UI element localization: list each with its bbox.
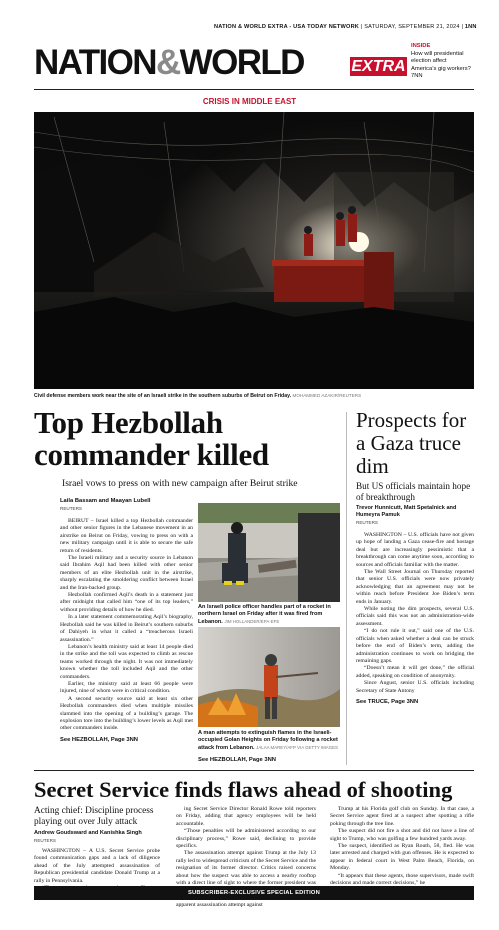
story3-headline[interactable]: Secret Service finds flaws ahead of shooting — [34, 777, 453, 802]
paragraph: apparent assassination attempt against — [176, 902, 263, 909]
lead-photo — [34, 112, 474, 389]
story2-byline: Trevor Hunnicutt, Matt Spetalnick and Humeyra Pamuk REUTERS — [356, 505, 457, 525]
paragraph: ing Secret Service Director Ronald Rowe told reporters on Friday, adding that agency employees will be held accountable. — [176, 806, 316, 827]
header-rule — [34, 89, 474, 90]
paragraph: In a later statement commemorating Aqil’s biography, Hezbollah said he was killed in Beirut’s southern suburbs of Dahiyeh in what it called a “treacherous Israeli assassination.” — [60, 614, 193, 643]
story2-body — [356, 532, 474, 706]
story1-dek: Israel vows to press on with new campaign after Beirut strike — [62, 478, 298, 489]
paragraph: Lebanon’s health ministry said at least 14 people died in the strike and the toll was expected to climb as rescue teams worked through the night. It was not immediately known whether the toll included Aqil and the other commanders. — [60, 643, 193, 680]
paragraph: “It appears that these agents, those supervisors, made swift decisions and made correct decisions,” he — [330, 872, 474, 887]
paragraph: WASHINGTON – A U.S. Secret Service probe found communication gaps and a lack of diligence ahead of the July attempted assassination of Republican presidential candidate Donald Trump at a rally in Pennsylvania. — [34, 848, 160, 884]
masthead-world: WORLD — [179, 43, 304, 82]
police-rocket-photo — [198, 503, 340, 602]
paragraph: The Wall Street Journal on Thursday reported that senior U.S. officials were now privately acknowledging that an agreement may not be within reach before President Joe Biden’s term ends in January. — [356, 569, 474, 605]
story3-byline: Andrew Goudsward and Kanishka Singh REUTERS — [34, 830, 142, 843]
paragraph: “Those penalties will be administered according to our disciplinary process,” Rowe said, declining to provide specifics. — [176, 828, 316, 850]
paragraph: Hezbollah confirmed Aqil’s death in a statement just after midnight that called him “one of its top leaders,” without providing details of how he died. — [60, 592, 193, 613]
story2-jump-link[interactable]: See TRUCE, Page 3NN — [356, 698, 419, 705]
paragraph: BEIRUT – Israel killed a top Hezbollah commander and other senior figures in the Lebanese movement in an airstrike on Beirut on Friday, vowing to press on with a new military campaign until it is able to secure the safe return of residents. — [60, 518, 193, 554]
paragraph: The assassination attempt against Trump at the July 13 rally led to widespread criticism of the Secret Service and the resignation of its former director. Critics raised concerns about how the suspect was able to access a nearby rooftop with a direct line of sight to where the former president was — [176, 850, 316, 887]
header-dateline: NATION & WORLD EXTRA - USA TODAY NETWORK | SATURDAY, SEPTEMBER 21, 2024 | 1NN — [214, 24, 477, 30]
paragraph: Trump at his Florida golf club on Sunday. In that case, a Secret Service agent fired at a suspect after spotting a rifle poking through the tree line. — [330, 806, 474, 827]
inside-teaser[interactable] — [411, 43, 471, 80]
paragraph: While noting the dim prospects, several U.S. officials said this was not an administration-wide assessment. — [356, 606, 474, 627]
story1-body — [60, 518, 193, 744]
masthead — [34, 43, 304, 82]
golan-fire-photo — [198, 627, 340, 727]
paragraph: Since August, senior U.S. officials including Secretary of State Antony — [356, 680, 474, 694]
inside-text: How will presidential election affect America’s gig workers? 7NN — [411, 51, 471, 79]
inside-label: INSIDE — [411, 43, 431, 49]
masthead-extra-badge: EXTRA — [351, 58, 406, 75]
paragraph: Earlier, the ministry said at least 66 people were injured, nine of whom were in critical condition. — [60, 680, 193, 695]
police-rocket-caption: An Israeli police officer handles part of a rocket in northern Israel on Friday after it was fired from Lebanon. JIM HOLLANDER/EPA-EFE — [198, 604, 331, 625]
story2-headline[interactable]: Prospects for a Gaza truce dim — [356, 408, 467, 478]
masthead-nation: NATION — [34, 43, 156, 82]
column-divider — [346, 412, 347, 765]
story1-byline: Laila Bassam and Maayan Lubell REUTERS — [60, 498, 151, 511]
section-kicker: CRISIS IN MIDDLE EAST — [202, 97, 297, 106]
story2-dek: But US officials maintain hope of breakthrough — [356, 481, 471, 502]
paragraph: The suspect, identified as Ryan Routh, 58, fled. He was later arrested and charged with gun offenses. He is expected to appear in federal court in West Palm Beach, Florida, on Monday. — [330, 843, 474, 872]
footer-banner: SUBSCRIBER-EXCLUSIVE SPECIAL EDITION — [34, 886, 474, 900]
story3-subhead: Acting chief: Discipline process playing out over July attack — [34, 806, 154, 827]
section-rule — [34, 770, 474, 771]
story1-jump-link[interactable]: See HEZBOLLAH, Page 3NN — [60, 736, 138, 743]
story1-jump-link-secondary[interactable]: See HEZBOLLAH, Page 3NN — [198, 757, 276, 763]
paragraph: “I do not rule it out,” said one of the U.S. officials when asked whether a deal can be struck before the end of Biden’s term, adding the administration continues to work on bridging the remaining gaps. — [356, 628, 474, 664]
paragraph: The Israeli military and a security source in Lebanon said Ibrahim Aqil had been killed with other senior members of an elite Hezbollah unit in the airstrike, sharply escalating the smoldering conflict between Israel and the Iran-backed group. — [60, 555, 193, 591]
lead-photo-caption: Civil defense members work near the site of an Israeli strike in the southern suburbs of Beirut on Friday. MOHAMMED AZAKIR/REUTERS — [34, 393, 362, 399]
paragraph: A second security source said at least six other Hezbollah commanders died when multiple missiles slammed into the opening of a building’s garage. The explosion tore into the building’s lower levels as Aqil met other commanders inside. — [60, 695, 193, 732]
story3-body-col3 — [330, 806, 474, 899]
masthead-amp: & — [155, 43, 180, 82]
paragraph: The suspect did not fire a shot and did not have a line of sight to Trump, who was golfing a few hundred yards away. — [330, 828, 474, 842]
story1-headline[interactable]: Top Hezbollah commander killed — [34, 405, 269, 472]
golan-fire-caption: A man attempts to extinguish flames in the Israeli-occupied Golan Heights on Friday following a rocket attack from Lebanon. JALAA MAREY/AFP VIA GETTY IMAGES — [198, 730, 338, 751]
paragraph: “Doesn’t mean it will get done,” the official added, speaking on condition of anonymity. — [356, 665, 474, 679]
paragraph: WASHINGTON – U.S. officials have not given up hope of landing a Gaza cease-fire and hostage deal but are increasingly pessimistic that a breakthrough can come anytime soon, according to sources and officials familiar with the matter. — [356, 532, 474, 568]
